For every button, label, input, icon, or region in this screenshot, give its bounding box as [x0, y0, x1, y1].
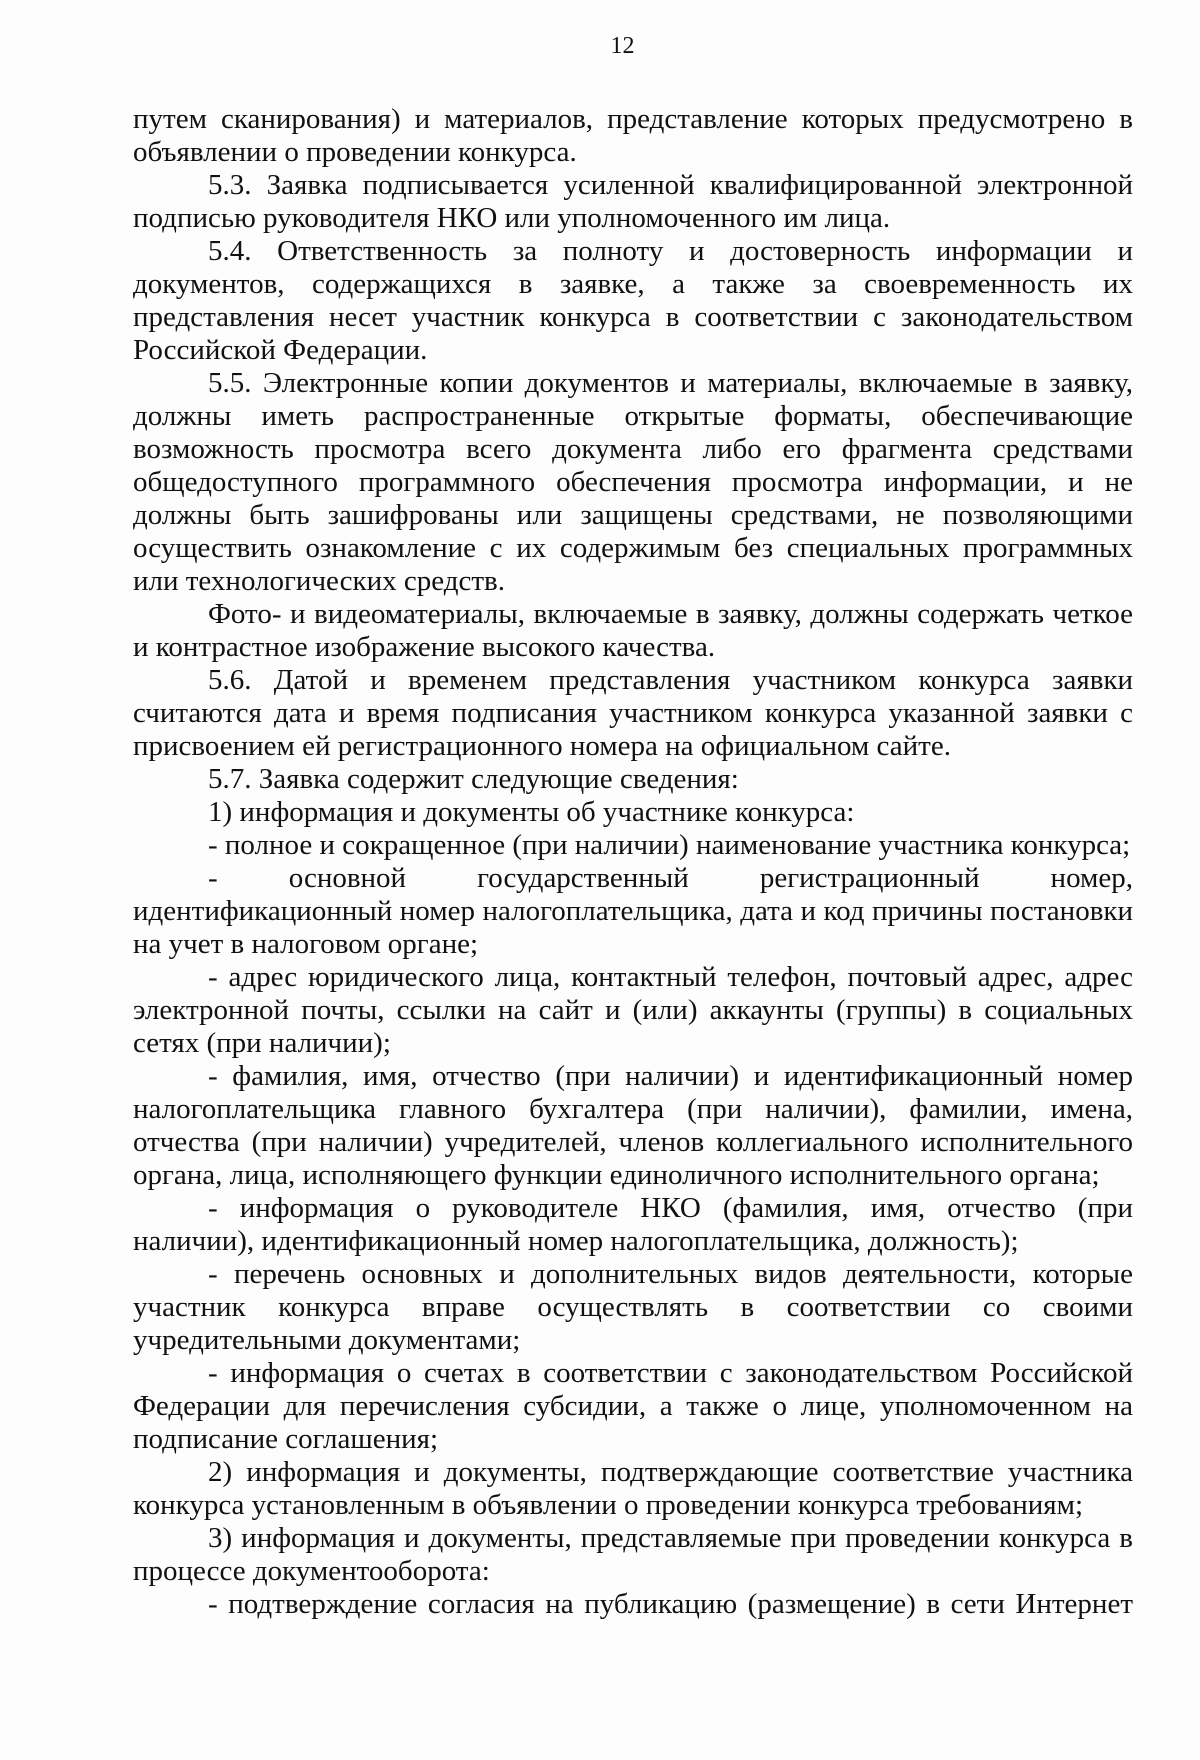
list-item: - полное и сокращенное (при наличии) наименование участника конкурса; — [208, 829, 1131, 861]
paragraph: Фото- и видеоматериалы, включаемые в заявку, должны содержать четкое и контрастное изображение высокого качества. — [133, 598, 1133, 663]
paragraph: 5.6. Датой и временем представления участником конкурса заявки считаются дата и время подписания участником конкурса указанной заявки с присвоением ей регистрационного номера на официальном сайте. — [133, 664, 1133, 762]
paragraph: 5.5. Электронные копии документов и материалы, включаемые в заявку, должны иметь распространенные открытые форматы, обеспечивающие возможность просмотра всего документа либо его фрагмента средствами общедоступного программного обеспечения просмотра информации, и не должны быть зашифрованы или защищены средствами, не позволяющими осуществить ознакомление с их содержимым без специальных программных или технологических средств. — [133, 367, 1133, 597]
list-item: - перечень основных и дополнительных видов деятельности, которые участник конкурса вправе осуществлять в соответствии со своими учредительными документами; — [133, 1258, 1133, 1356]
list-item: - информация о руководителе НКО (фамилия, имя, отчество (при наличии), идентификационный номер налогоплательщика, должность); — [133, 1192, 1133, 1257]
list-item: - подтверждение согласия на публикацию (размещение) в сети Интернет — [208, 1588, 1133, 1620]
paragraph: путем сканирования) и материалов, представление которых предусмотрено в объявлении о проведении конкурса. — [133, 103, 1133, 168]
paragraph: 5.7. Заявка содержит следующие сведения: — [208, 763, 739, 795]
document-body — [133, 103, 1133, 1621]
page-number: 12 — [610, 33, 635, 59]
list-item: - основной государственный регистрационный номер, идентификационный номер налогоплательщика, дата и код причины постановки на учет в налоговом органе; — [133, 862, 1133, 960]
list-item: - адрес юридического лица, контактный телефон, почтовый адрес, адрес электронной почты, ссылки на сайт и (или) аккаунты (группы) в социальных сетях (при наличии); — [133, 961, 1133, 1059]
list-item: 1) информация и документы об участнике конкурса: — [208, 796, 855, 828]
list-item: - фамилия, имя, отчество (при наличии) и идентификационный номер налогоплательщика главного бухгалтера (при наличии), фамилии, имена, отчества (при наличии) учредителей, членов коллегиального исполнительного органа, лица, исполняющего функции единоличного исполнительного органа; — [133, 1060, 1133, 1191]
list-item: 2) информация и документы, подтверждающие соответствие участника конкурса установленным в объявлении о проведении конкурса требованиям; — [133, 1456, 1133, 1521]
list-item: 3) информация и документы, представляемые при проведении конкурса в процессе документооборота: — [133, 1522, 1133, 1587]
list-item: - информация о счетах в соответствии с законодательством Российской Федерации для перечисления субсидии, а также о лице, уполномоченном на подписание соглашения; — [133, 1357, 1133, 1455]
paragraph: 5.3. Заявка подписывается усиленной квалифицированной электронной подписью руководителя НКО или уполномоченного им лица. — [133, 169, 1133, 234]
paragraph: 5.4. Ответственность за полноту и достоверность информации и документов, содержащихся в заявке, а также за своевременность их представления несет участник конкурса в соответствии с законодательством Российской Федерации. — [133, 235, 1133, 366]
